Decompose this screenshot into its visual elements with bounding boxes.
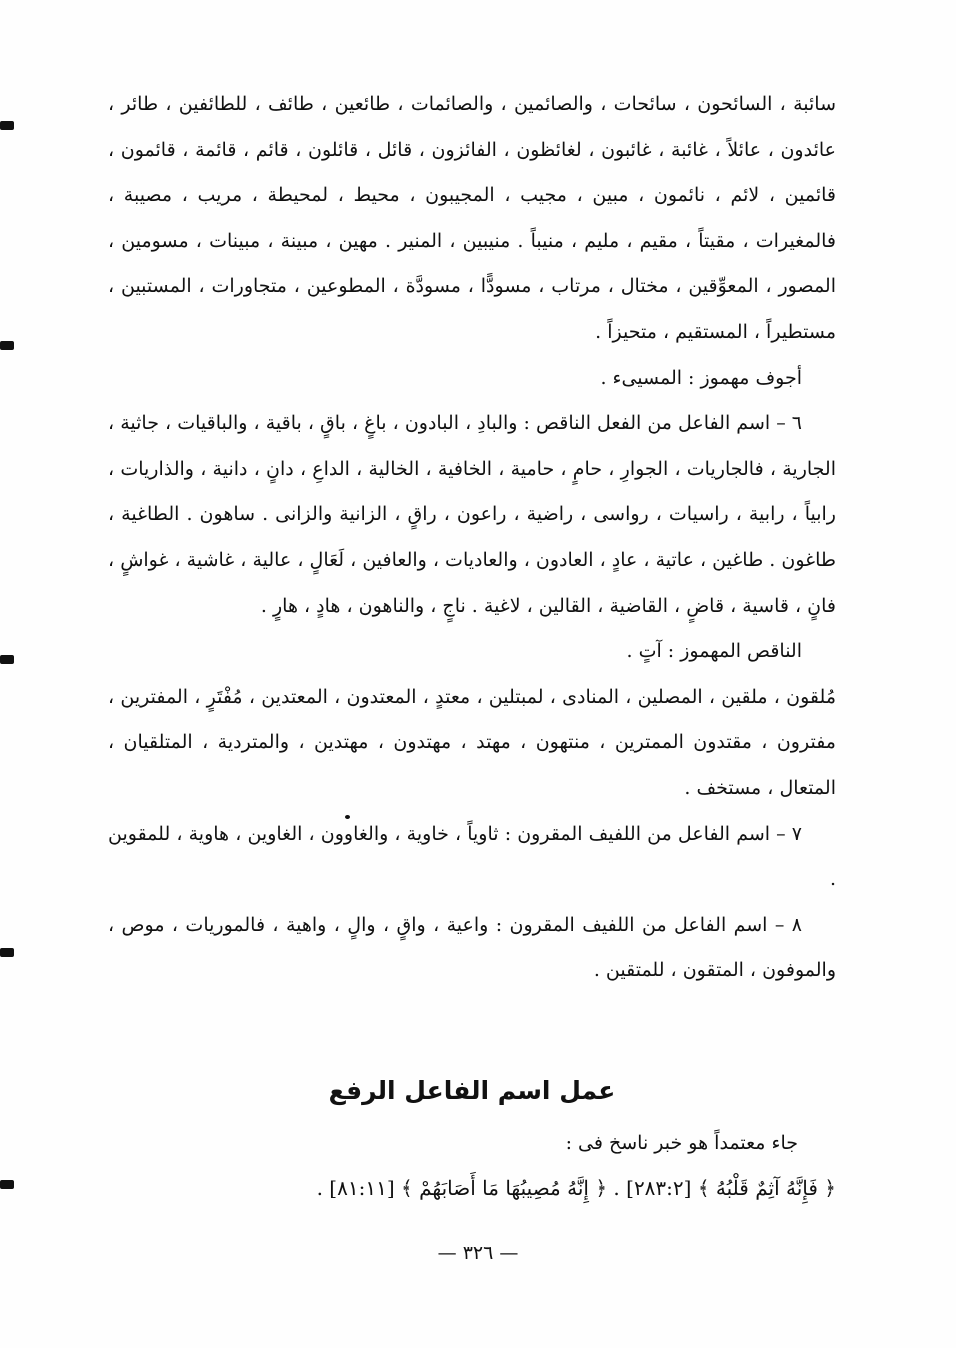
- paragraph: ٨ – اسم الفاعل من اللفيف المقرون : واعية ، واقٍ ، والٍ ، واهية ، فالموريات ، موص ، والموفون ، المتقون ، للمتقين .: [108, 913, 836, 982]
- body-text: [108, 82, 836, 994]
- paragraph: الناقص المهموز : آتٍ .: [626, 640, 802, 663]
- section-heading: عمل اسم الفاعل الرفع: [328, 1075, 616, 1105]
- margin-mark: [0, 1180, 14, 1189]
- section-intro: جاء معتمداً هو خبر ناسخ فى :: [565, 1132, 798, 1154]
- quran-citation-line: ﴿ فَإِنَّهُ آثِمٌ قَلْبُهُ ﴾ [٢٨٣:٢] . ﴿ إِنَّهُ مُصِيبُهَا مَا أَصَابَهُمْ ﴾ [٨١:١١] .: [316, 1176, 836, 1200]
- paragraph: ٦ – اسم الفاعل من الفعل الناقص : والبادِ ، البادون ، باغٍ ، باقٍ ، باقية ، والباقيات ، جاثية ، الجارية ، فالجاريات ، الجوارِ ، حامٍ ، حامية ، الخافية ، الخالية ، الداعِ ، دانٍ ، دانية ، والذاريات ، رابياً ، رابية ، راسيات ، رواسى ، راضية ، راعون ، راقٍ ، الزانية والزانى . ساهون . الطاغية ، طاغون . طاغين ، عاتية ، عادٍ ، العادون ، والعاديات ، والعافين ، لَعَالٍ ، عالية ، غاشية ، غواشٍ ، فانٍ ، قاسية ، قاضٍ ، القاضية ، القالين ، لاغية . ناجٍ ، والناهون ، هادٍ ، هارٍ .: [108, 412, 836, 617]
- ink-dot: [345, 815, 350, 819]
- page-number: — ٣٢٦ —: [437, 1242, 519, 1264]
- paragraph: ٧ – اسم الفاعل من اللفيف المقرون : ثاوياً ، خاوية ، والغاوون ، الغاوين ، هاوية ، للمقوين .: [108, 822, 836, 891]
- paragraph: مُلقون ، ملقين ، المصلين ، المنادى ، لمبتلين ، معتدٍ ، المعتدون ، المعتدين ، مُفْتَرٍ ، المفترين ، مفترون ، مقتدون الممترين ، منتهون ، مهتد ، مهتدون ، مهتدين ، والمتردية ، المتلقيان ، المتعال ، مستخف .: [108, 685, 836, 799]
- margin-mark: [0, 121, 14, 130]
- paragraph: سائبة ، السائحون ، سائحات ، والصائمين ، والصائمات ، طائعين ، طائف ، للطائفين ، طائر ، عائدون ، عائلاً ، غائبة ، غائبون ، لغائظون ، الفائزون ، قائل ، قائلون ، قائم ، قائمة ، قائمون ، قائمين ، لائم ، نائمون ، مبين ، مجيب ، المجيبون ، محيط ، لمحيطة ، مريب ، مصيبة ، فالمغيرات ، مقيتاً ، مقيم ، مليم ، منيباً . منيبين ، المنير . مهين ، مبينة ، مبينات ، مسومين ، المصور ، المعوِّقين ، مختال ، مرتاب ، مسودًّا ، مسودَّة ، المطوعين ، متجاورات ، المستبين ، مستطيراً ، المستقيم ، متحيزاً .: [108, 93, 836, 343]
- margin-mark: [0, 341, 14, 350]
- paragraph: أجوف مهموز : المسيىء .: [600, 366, 802, 389]
- margin-mark: [0, 948, 14, 957]
- margin-mark: [0, 655, 14, 664]
